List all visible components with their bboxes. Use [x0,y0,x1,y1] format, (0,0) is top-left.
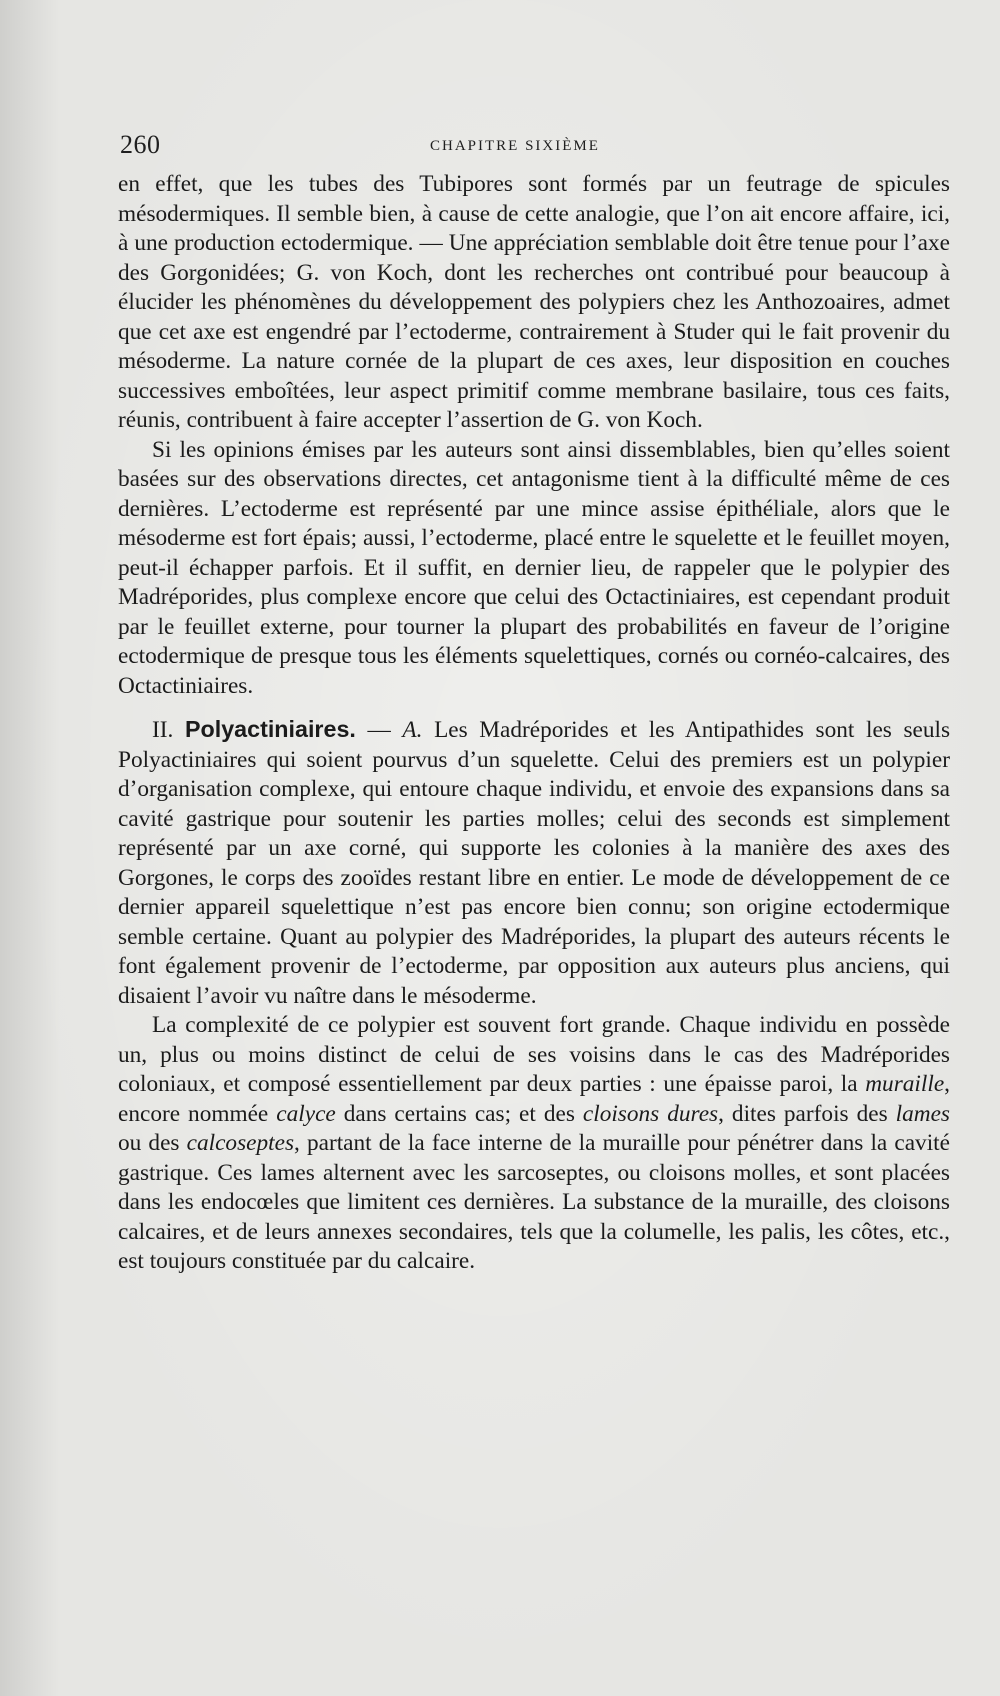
subsection-letter: A. [402,717,423,743]
term-calcoseptes: calcoseptes [186,1130,295,1156]
paragraph-4-text-1: La complexité de ce polypier est souvent fort grande. Chaque individu en possède un, plus ou moins distinct de celui de ses voisins dans le cas des Madréporides coloniaux, et composé essentiellement par deux parties : une épaisse paroi, la [118,1012,950,1097]
paragraph-4-text-6: , partant de la face interne de la muraille pour pénétrer dans la cavité gastrique. Ces lames alternent avec les sarcoseptes, ou cloisons molles, et sont placées dans les endocœles que limitent ces dernières. La substance de la muraille, des cloisons calcaires, et de leurs annexes secondaires, tels que la columelle, les palis, les côtes, etc., est toujours constituée par du calcaire. [118,1130,950,1274]
running-head [120,130,950,162]
term-muraille: muraille [865,1071,945,1097]
section-heading: Polyactiniaires. [184,716,356,742]
paragraph-4-text-2: , encore nommée [118,1071,950,1127]
page-number: 260 [120,130,161,159]
paragraph-4 [118,1011,950,1277]
paragraph-3-text: Les Madréporides et les Antipathides sont les seuls Polyactiniaires qui soient pourvus d’un squelette. Celui des premiers est un polypier d’organisation complexe, qui entoure chaque individu, et envoie des expansions dans sa cavité gastrique pour soutenir les parties molles; celui des seconds est simplement représenté par un axe corné, qui supporte les colonies à la manière des axes des Gorgones, le corps des zooïdes restant libre en entier. Le mode de développement de ce dernier appareil squelettique n’est pas encore bien connu; son origine ectodermique semble certaine. Quant au polypier des Madréporides, la plupart des auteurs récents le font également provenir de l’ectoderme, par opposition aux auteurs plus anciens, qui disaient l’avoir vu naître dans le mésoderme. [118,717,951,1009]
paragraph-1: en effet, que les tubes des Tubipores sont formés par un feutrage de spicules mésodermiques. Il semble bien, à cause de cette analogie, que l’on ait encore affaire, ici, à une production ectodermique. — Une appréciation semblable doit être tenue pour l’axe des Gorgonidées; G. von Koch, dont les recherches ont contribué pour beaucoup à élucider les phénomènes du développement des polypiers chez les Anthozoaires, admet que cet axe est engendré par l’ectoderme, contrairement à Studer qui le fait provenir du mésoderme. La nature cornée de la plupart de ces axes, leur disposition en couches successives emboîtées, leur aspect primitif comme membrane basilaire, tous ces faits, réunis, contribuent à faire accepter l’assertion de G. von Koch. [118,171,950,433]
section-numeral: II. [152,717,174,743]
term-lames: lames [895,1100,950,1127]
spine-shadow [0,0,60,1696]
paragraph-4-text-5: ou des [118,1130,180,1156]
term-calyce: calyce [276,1100,336,1127]
paragraph-4-text-4: , dites parfois des [718,1100,888,1127]
section-dash: — [367,717,391,743]
body-text [118,170,950,1277]
term-cloisons-dures: cloisons dures [582,1100,719,1127]
paragraph-4-text-3: dans certains cas; et des [343,1100,575,1127]
paragraph-3 [118,715,950,1011]
paragraph-2: Si les opinions émises par les auteurs sont ainsi dissemblables, bien qu’elles soient basées sur des observations directes, cet antagonisme tient à la difficulté même de ces dernières. L’ectoderme est représenté par une mince assise épithéliale, alors que le mésoderme est fort épais; aussi, l’ectoderme, placé entre le squelette et le feuillet moyen, peut-il échapper parfois. Et il suffit, en dernier lieu, de rappeler que le polypier des Madréporides, plus complexe encore que celui des Octactiniaires, est cependant produit par le feuillet externe, pour tourner la plupart des probabilités en faveur de l’origine ectodermique de presque tous les éléments squelettiques, cornés ou cornéo-calcaires, des Octactiniaires. [118,436,950,699]
chapter-title: CHAPITRE SIXIÈME [430,138,600,154]
